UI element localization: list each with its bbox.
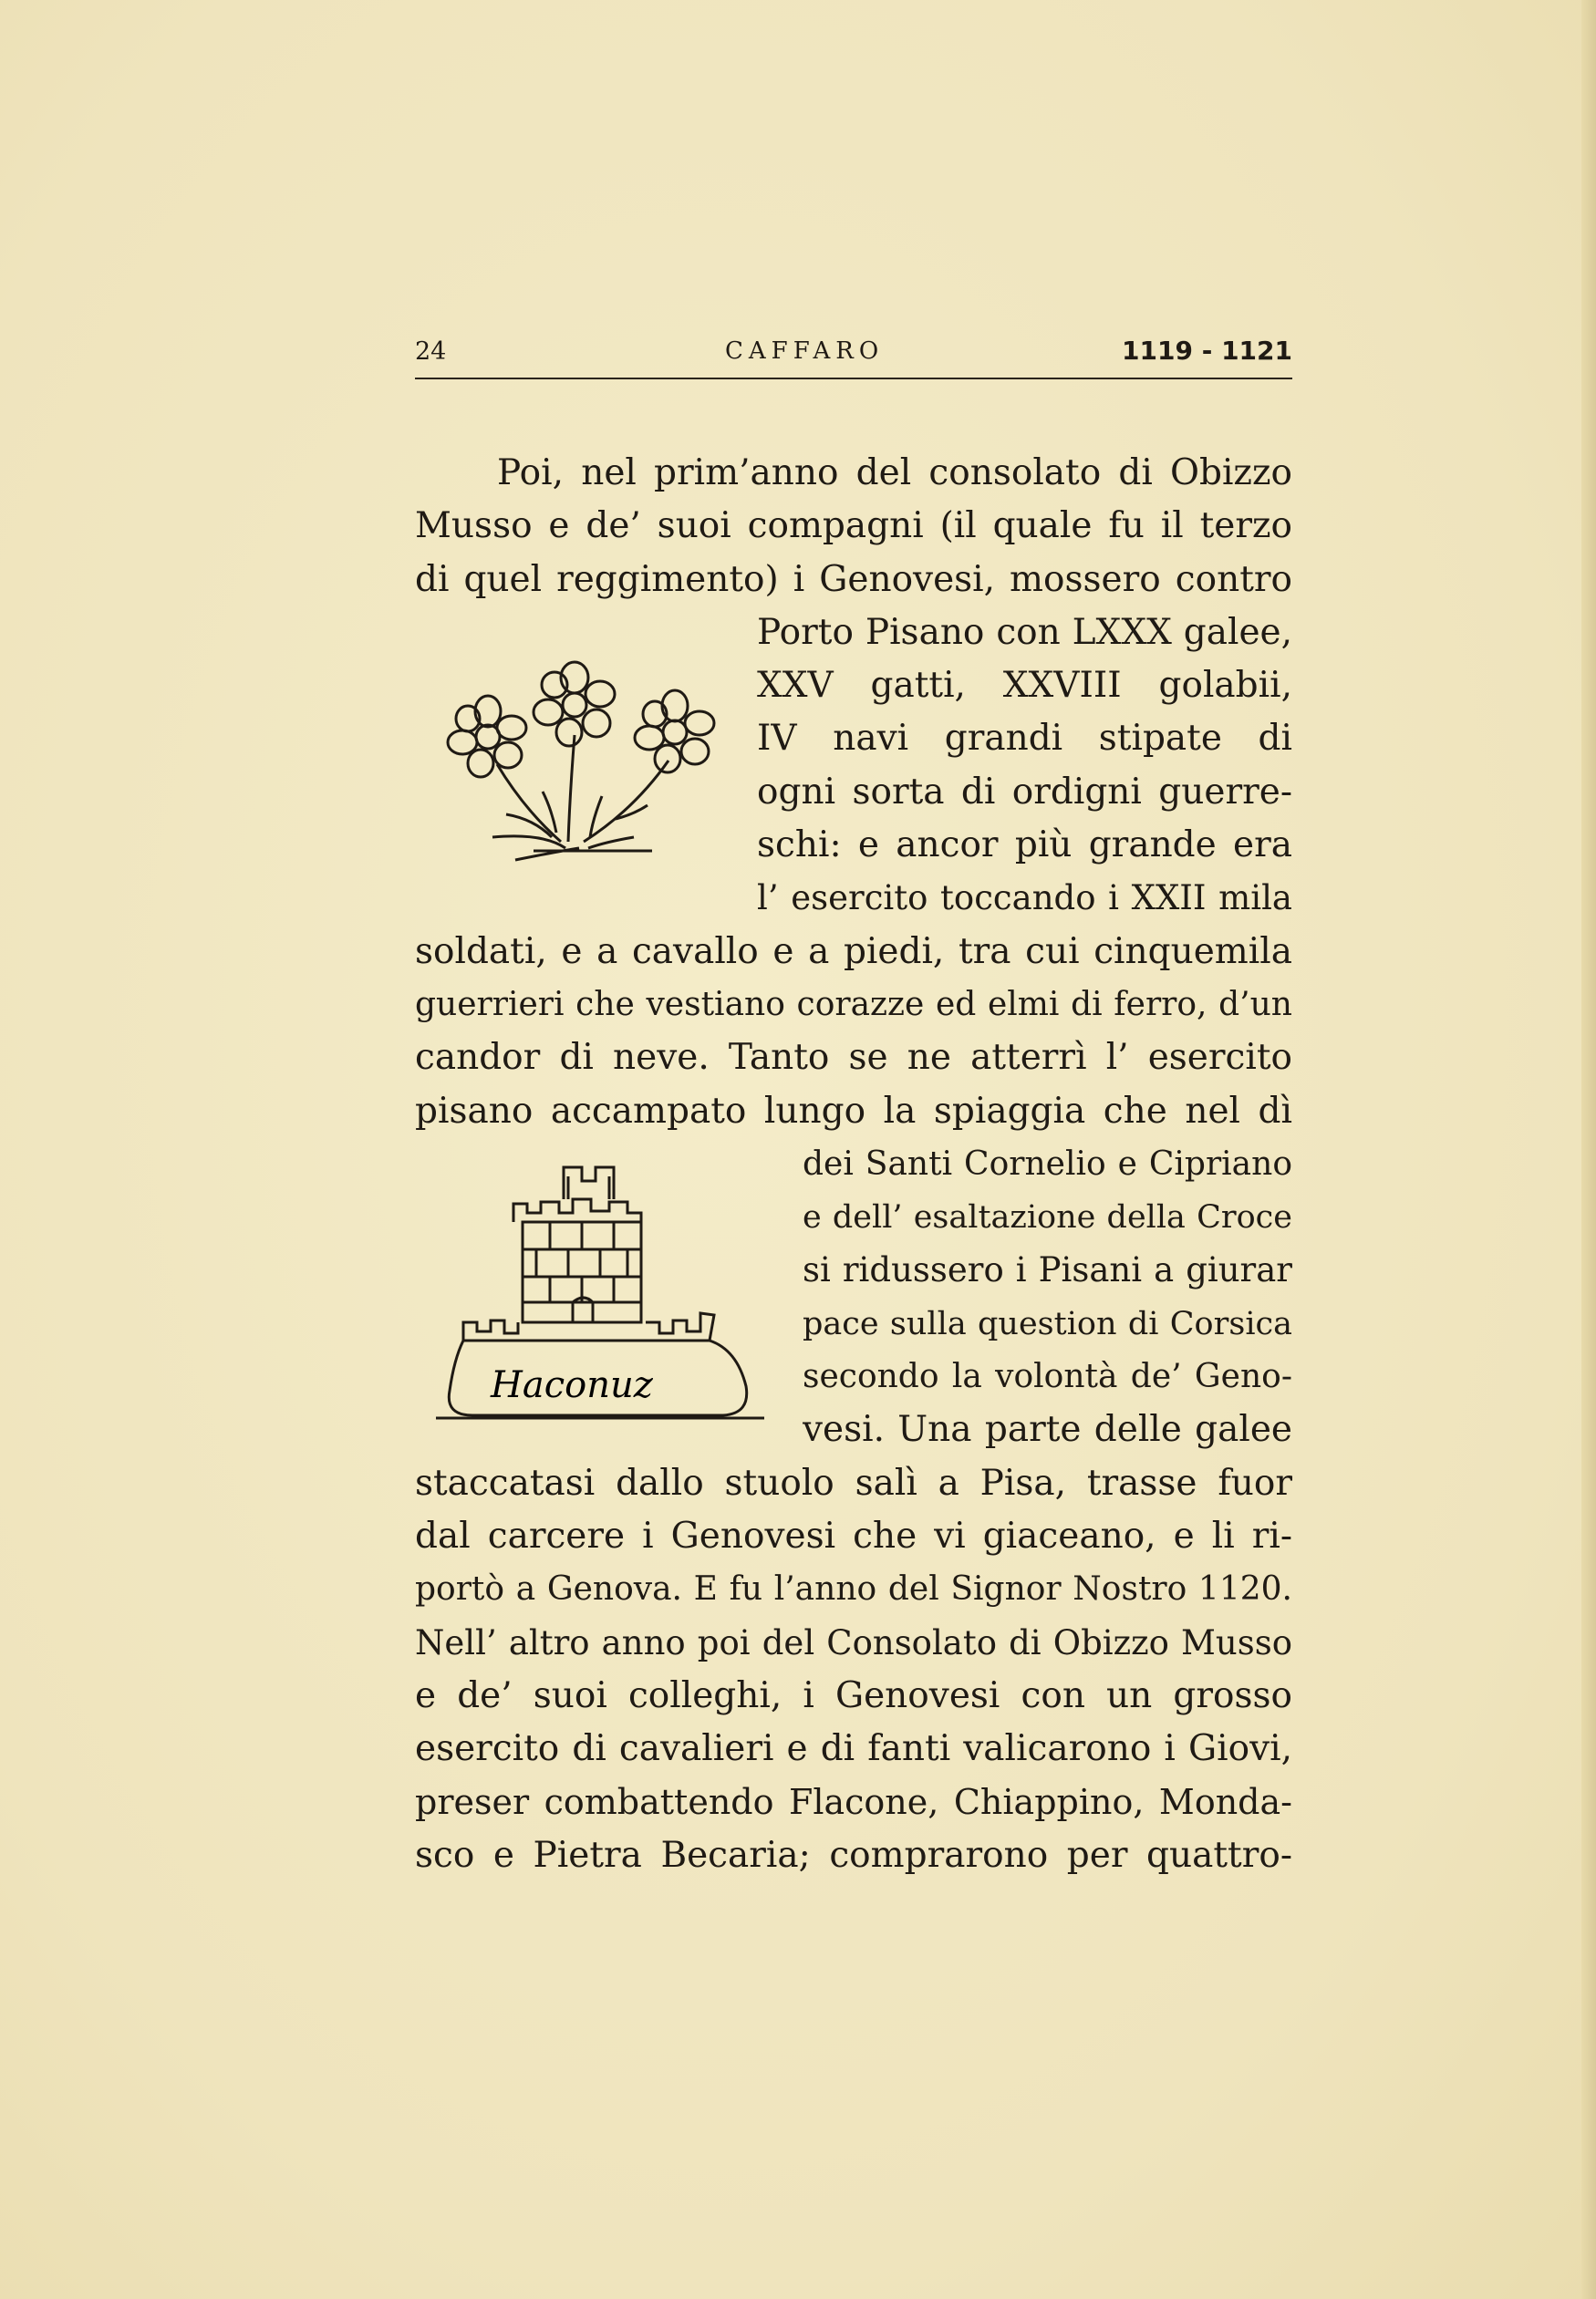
body-text	[415, 447, 1292, 1882]
text-line: l’ esercito toccando i XXII mila	[757, 878, 1292, 918]
text-line: Poi, nel prim’anno del consolato di Obizzo	[497, 452, 1292, 493]
text-line: vesi. Una parte delle galee	[803, 1409, 1292, 1451]
year-range: 1119 - 1121	[1122, 336, 1292, 366]
text-line: pisano accampato lungo la spiaggia che nel dì	[415, 1090, 1292, 1132]
text-line: staccatasi dallo stuolo salì a Pisa, trasse fuor	[415, 1462, 1292, 1504]
text-line: IV navi grandi stipate di	[757, 718, 1292, 760]
text-line: soldati, e a cavallo e a piedi, tra cui cinquemila	[415, 930, 1292, 972]
text-line: XXV gatti, XXVIII golabii,	[757, 665, 1292, 707]
text-line: Porto Pisano con LXXX galee,	[757, 611, 1292, 653]
text-line: portò a Genova. E fu l’anno del Signor Nostro 1120.	[415, 1570, 1292, 1609]
text-line: guerrieri che vestiano corazze ed elmi di ferro, d’un	[415, 985, 1292, 1023]
text-line: Musso e de’ suoi compagni (il quale fu il terzo	[415, 505, 1292, 547]
text-line: dei Santi Cornelio e Cipriano	[803, 1144, 1292, 1183]
text-line: sco e Pietra Becaria; comprarono per quattro-	[415, 1834, 1292, 1876]
text-line: candor di neve. Tanto se ne atterrì l’ esercito	[415, 1037, 1292, 1079]
castle-label: Haconuz	[491, 1364, 653, 1406]
page-number: 24	[415, 337, 447, 366]
text-line: pace sulla question di Corsica	[803, 1305, 1292, 1342]
text-line: Nell’ altro anno poi del Consolato di Obizzo Musso	[415, 1622, 1292, 1662]
text-line: e de’ suoi colleghi, i Genovesi con un grosso	[415, 1674, 1292, 1716]
text-line: di quel reggimento) i Genovesi, mossero contro	[415, 558, 1292, 600]
text-line: schi: e ancor più grande era	[757, 824, 1292, 866]
text-line: esercito di cavalieri e di fanti valicarono i Giovi,	[415, 1728, 1292, 1770]
running-header	[415, 330, 1292, 376]
running-title: CAFFARO	[725, 337, 885, 365]
text-line: si ridussero i Pisani a giurar	[803, 1250, 1292, 1290]
header-rule	[415, 378, 1292, 379]
text-line: secondo la volontà de’ Geno-	[803, 1358, 1292, 1396]
text-line: ogni sorta di ordigni guerre-	[757, 771, 1292, 813]
text-line: preser combattendo Flacone, Chiappino, Monda-	[415, 1782, 1292, 1823]
text-line: dal carcere i Genovesi che vi giaceano, e li ri-	[415, 1515, 1292, 1557]
text-line: e dell’ esaltazione della Croce	[803, 1199, 1292, 1237]
page-edge	[1581, 0, 1596, 2299]
